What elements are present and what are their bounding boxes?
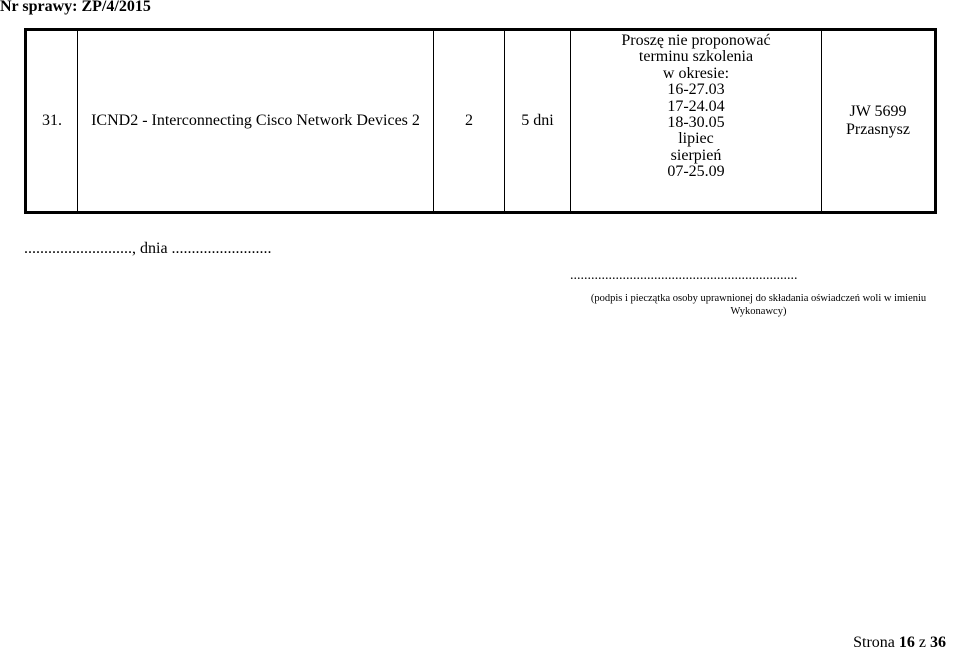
excluded-dates: [571, 30, 822, 218]
days-count: 2: [434, 30, 505, 213]
dates-line: w okresie:: [662, 64, 730, 82]
case-number: Nr sprawy: ZP/4/2015: [0, 0, 151, 15]
excluded-dates-list: [571, 31, 821, 181]
table-row: [26, 30, 936, 213]
place-city: Przasnysz: [846, 121, 910, 138]
training-table: [24, 28, 937, 218]
dates-line: terminu szkolenia: [638, 48, 754, 66]
dates-line: 17-24.04: [667, 97, 725, 115]
row-number: 31.: [26, 30, 78, 213]
page-current: 16: [898, 634, 915, 651]
page-number: [853, 634, 946, 652]
dates-line: Proszę nie proponować: [621, 32, 771, 49]
page-prefix: Strona: [853, 634, 895, 651]
training-place: [822, 30, 936, 213]
dates-line: 18-30.05: [667, 114, 725, 132]
dates-line: 07-25.09: [667, 163, 725, 181]
dates-line: 16-27.03: [667, 81, 725, 99]
duration: 5 dni: [505, 30, 571, 213]
dates-line: lipiec: [678, 130, 714, 148]
place-date-line: ..........................., dnia .........................: [24, 240, 272, 257]
dates-line: sierpień: [670, 146, 722, 164]
page-total: 36: [930, 634, 946, 651]
dates-dotted-line: ……………………: [636, 203, 756, 218]
signature-line: .................................................................: [570, 268, 798, 283]
signature-caption: (podpis i pieczątka osoby uprawnionej do składania oświadczeń woli w imieniu Wykonawcy): [590, 293, 927, 317]
course-name: ICND2 - Interconnecting Cisco Network Devices 2: [78, 30, 434, 213]
place-unit: JW 5699: [849, 103, 907, 120]
page-separator: z: [918, 634, 926, 651]
